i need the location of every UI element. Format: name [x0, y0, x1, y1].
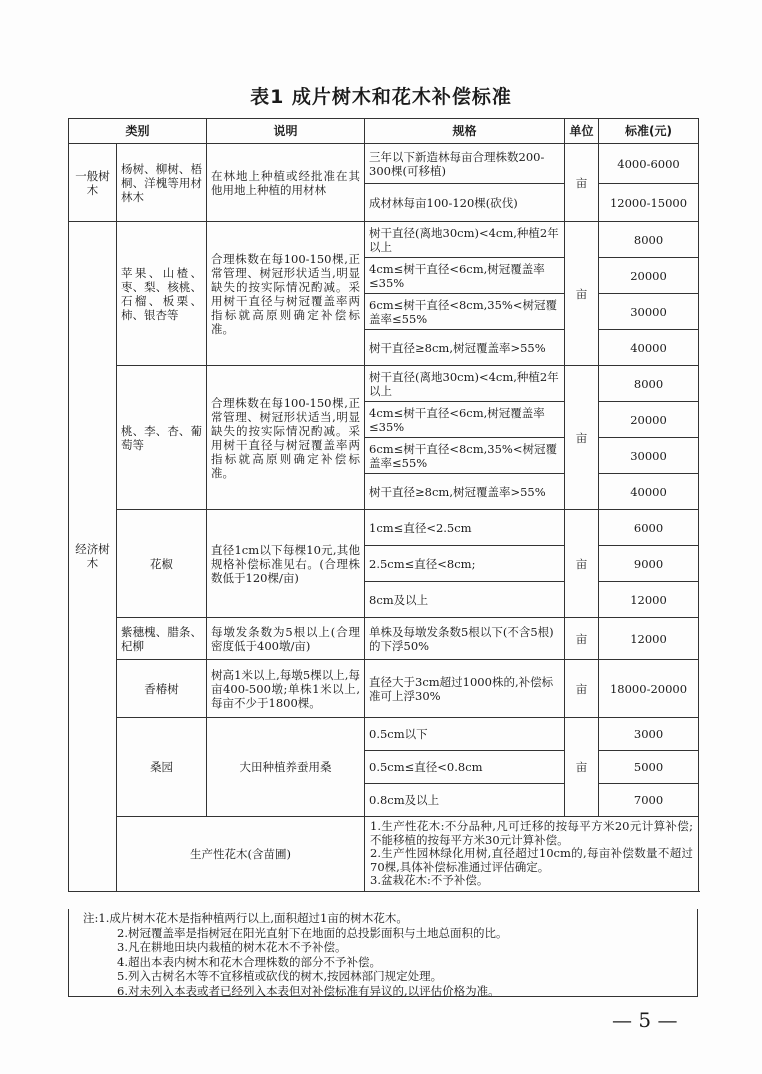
standard-cell: 30000 [599, 294, 699, 330]
standard-cell: 20000 [599, 402, 699, 438]
standard-cell: 6000 [599, 510, 699, 546]
standard-cell: 18000-20000 [599, 660, 699, 718]
standard-cell: 3000 [599, 718, 699, 751]
table-row [69, 510, 699, 546]
description-cell: 大田种植养蚕用桑 [207, 718, 365, 817]
spec-cell: 8cm及以上 [365, 582, 565, 618]
unit-cell: 亩 [565, 660, 599, 718]
note-line: 4.超出本表内树木和花木合理株数的部分不予补偿。 [117, 954, 381, 969]
note-line: 注:1.成片树木花木是指种植两行以上,面积超过1亩的树木花木。 [83, 911, 408, 925]
unit-cell: 亩 [565, 144, 599, 222]
header-spec: 规格 [365, 119, 565, 144]
category-productive: 生产性花木(含苗圃) [117, 817, 365, 892]
standard-cell: 12000 [599, 618, 699, 660]
category-economic: 经济树木 [69, 222, 117, 892]
productive-line: 1.生产性花木:不分品种,凡可迁移的按每平方米20元计算补偿;不能移植的按每平方米30元计算补偿。 [370, 819, 694, 847]
unit-cell: 亩 [565, 618, 599, 660]
table-row [69, 144, 699, 184]
standard-cell: 12000 [599, 582, 699, 618]
productive-line: 3.盆栽花木:不予补偿。 [370, 873, 489, 887]
spec-cell: 4cm≤树干直径<6cm,树冠覆盖率≤35% [365, 402, 565, 438]
unit-cell: 亩 [565, 510, 599, 618]
species-cell: 香椿树 [117, 660, 207, 718]
table-row [69, 366, 699, 402]
standard-cell: 20000 [599, 258, 699, 294]
header-unit: 单位 [565, 119, 599, 144]
unit-cell: 亩 [565, 366, 599, 510]
unit-cell: 亩 [565, 718, 599, 817]
standard-cell: 40000 [599, 474, 699, 510]
category-general: 一般树木 [69, 144, 117, 222]
description-cell: 每墩发条数为5根以上(合理密度低于400墩/亩) [207, 618, 365, 660]
spec-cell: 0.5cm≤直径<0.8cm [365, 751, 565, 784]
table-row [69, 718, 699, 751]
species-cell: 桑园 [117, 718, 207, 817]
note-line: 5.列入古树名木等不宜移植或砍伐的树木,按园林部门规定处理。 [117, 969, 443, 983]
standard-cell: 30000 [599, 438, 699, 474]
description-cell: 树高1米以上,每墩5棵以上,每亩400-500墩;单株1米以上,每亩不少于1800棵。 [207, 660, 365, 718]
spec-cell: 2.5cm≤直径<8cm; [365, 546, 565, 582]
spec-cell: 0.8cm及以上 [365, 784, 565, 817]
spec-cell: 单株及每墩发条数5根以下(不含5根)的下浮50% [365, 618, 565, 660]
species-cell: 紫穗槐、腊条、杞柳 [117, 618, 207, 660]
header-row [69, 119, 699, 144]
spec-cell: 三年以下新造林每亩合理株数200-300棵(可移植) [365, 144, 565, 184]
spec-cell: 直径大于3cm超过1000株的,补偿标准可上浮30% [365, 660, 565, 718]
spec-cell: 4cm≤树干直径<6cm,树冠覆盖率≤35% [365, 258, 565, 294]
species-cell: 苹果、山楂、枣、梨、核桃、石榴、板栗、柿、银杏等 [117, 222, 207, 366]
note-line: 3.凡在耕地田块内栽植的树木花木不予补偿。 [117, 940, 347, 954]
description-cell: 直径1cm以下每棵10元,其他规格补偿标准见右。(合理株数低于120棵/亩) [207, 510, 365, 618]
unit-cell: 亩 [565, 222, 599, 366]
notes-block [68, 909, 698, 997]
note-line: 6.对未列入本表或者已经列入本表但对补偿标准有异议的,以评估价格为准。 [117, 983, 500, 998]
standard-cell: 4000-6000 [599, 144, 699, 184]
spec-cell: 6cm≤树干直径<8cm,35%<树冠覆盖率≤55% [365, 438, 565, 474]
spec-cell: 树干直径(离地30cm)<4cm,种植2年以上 [365, 222, 565, 258]
header-description: 说明 [207, 119, 365, 144]
table-row [69, 817, 699, 892]
header-standard: 标准(元) [599, 119, 699, 144]
spec-cell: 0.5cm以下 [365, 718, 565, 751]
spec-cell: 6cm≤树干直径<8cm,35%<树冠覆盖率≤55% [365, 294, 565, 330]
description-cell: 合理株数在每100-150棵,正常管理、树冠形状适当,明显缺失的按实际情况酌减。采用树干直径与树冠覆盖率两指标就高原则确定补偿标准。 [207, 222, 365, 366]
productive-line: 2.生产性园林绿化用树,直径超过10cm的,每亩补偿数量不超过70棵,具体补偿标准通过评估确定。 [370, 846, 694, 874]
standard-cell: 12000-15000 [599, 184, 699, 222]
species-cell: 花椒 [117, 510, 207, 618]
standard-cell: 7000 [599, 784, 699, 817]
compensation-table [68, 118, 699, 892]
standard-cell: 40000 [599, 330, 699, 366]
description-cell: 合理株数在每100-150棵,正常管理、树冠形状适当,明显缺失的按实际情况酌减。采用树干直径与树冠覆盖率两指标就高原则确定补偿标准。 [207, 366, 365, 510]
species-cell: 桃、李、杏、葡萄等 [117, 366, 207, 510]
standard-cell: 9000 [599, 546, 699, 582]
spec-cell: 树干直径≥8cm,树冠覆盖率>55% [365, 474, 565, 510]
spec-cell: 1cm≤直径<2.5cm [365, 510, 565, 546]
standard-cell: 8000 [599, 366, 699, 402]
productive-notes [365, 817, 699, 892]
table-row [69, 618, 699, 660]
spec-cell: 树干直径(离地30cm)<4cm,种植2年以上 [365, 366, 565, 402]
table-title: 表1 成片树木和花木补偿标准 [250, 86, 512, 108]
note-line: 2.树冠覆盖率是指树冠在阳光直射下在地面的总投影面积与土地总面积的比。 [117, 925, 508, 940]
species-cell: 杨树、柳树、梧桐、洋槐等用材林木 [117, 144, 207, 222]
page-number: — 5 — [612, 1008, 678, 1032]
table-row [69, 222, 699, 258]
spec-cell: 成材林每亩100-120棵(砍伐) [365, 184, 565, 222]
spec-cell: 树干直径≥8cm,树冠覆盖率>55% [365, 330, 565, 366]
standard-cell: 8000 [599, 222, 699, 258]
description-cell: 在林地上种植或经批准在其他用地上种植的用材林 [207, 144, 365, 222]
header-category: 类别 [69, 119, 207, 144]
table-row [69, 660, 699, 718]
standard-cell: 5000 [599, 751, 699, 784]
